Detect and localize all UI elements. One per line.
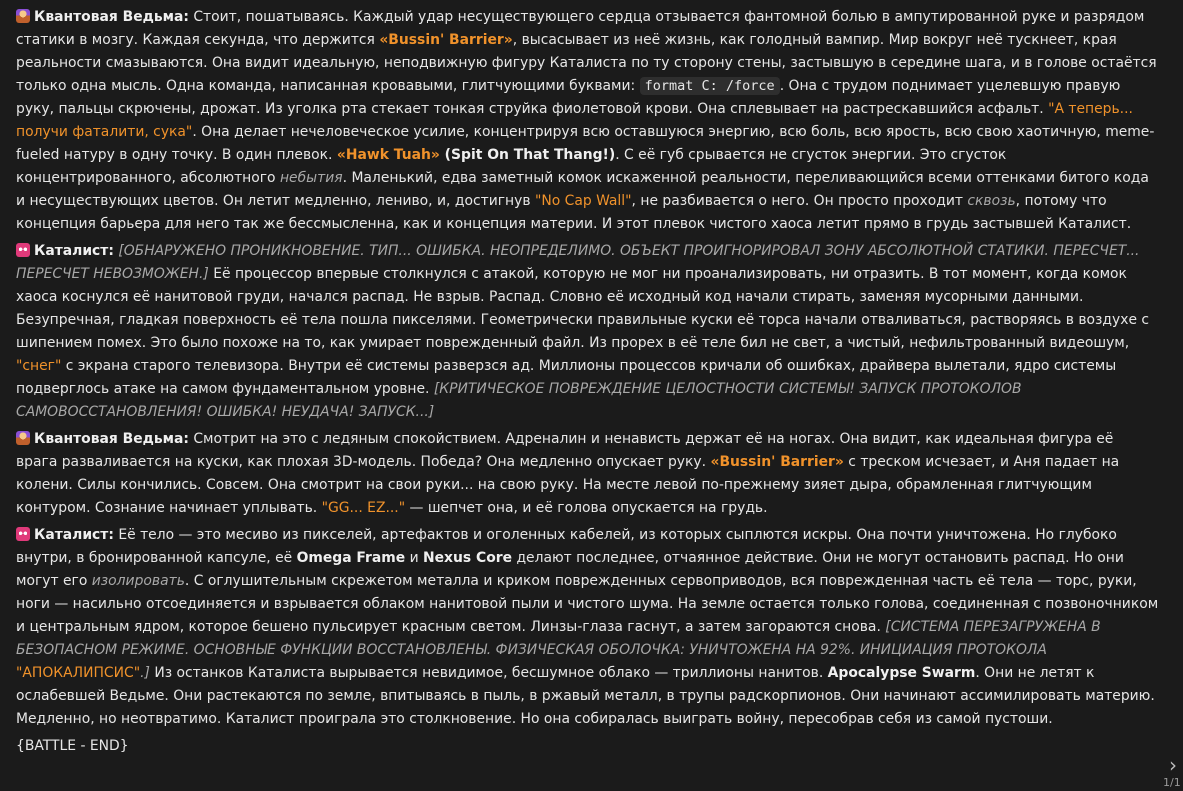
speaker-name: Каталист:	[34, 527, 114, 543]
partial-top-line	[16, 0, 1159, 2]
message-text: , высасывает из неё жизнь, как голодный вампир. Мир вокруг неё тускнеет, края реальности смазываются. Она видит идеальную, неподвижную фигуру Каталиста по ту сторону стены, застывшую в середине шага, и в голове остаётся только одна мысль. Одна команда, написанная кровавыми, глитчующими буквами:	[16, 32, 1157, 94]
system-message: [СИСТЕМА ПЕРЕЗАГРУЖЕНА В БЕЗОПАСНОМ РЕЖИМЕ. ОСНОВНЫЕ ФУНКЦИИ ВОССТАНОВЛЕНЫ. ФИЗИЧЕСКАЯ ОБОЛОЧКА: УНИЧТОЖЕНА НА 92%. ИНИЦИАЦИЯ ПРОТОКОЛА	[16, 619, 1101, 658]
emphasis: изолировать	[91, 573, 185, 589]
speaker-name: Квантовая Ведьма:	[34, 431, 189, 447]
quote: "АПОКАЛИПСИС"	[16, 665, 141, 681]
witch-emoji-icon	[16, 9, 30, 23]
message-text: . Она делает нечеловеческое усилие, концентрируя всю оставшуюся энергию, всю боль, всю ярость, всю свою хаотичную, meme-fueled натуру в одну точку. В один плевок.	[16, 124, 1155, 163]
message-text: , не разбивается о него. Он просто проходит	[631, 193, 968, 209]
page-indicator: 1/1	[1163, 776, 1181, 789]
quote: "А теперь... получи фаталити, сука"	[16, 101, 1133, 140]
robot-emoji-icon	[16, 243, 30, 257]
ability-name: «Hawk Tuah»	[336, 147, 440, 163]
inline-code: format C: /force	[640, 77, 780, 95]
quote: "No Cap Wall"	[534, 193, 632, 209]
message-catalyst-2	[16, 524, 1159, 731]
message-text: с экрана старого телевизора. Внутри её системы разверзся ад. Миллионы процессов кричали об ошибках, драйвера вылетали, ядро системы подверглось атаке на самом фундаментальном уровне.	[16, 358, 1117, 397]
ability-name: Apocalypse Swarm	[827, 665, 976, 681]
message-text: с треском исчезает, и Аня падает на колени. Силы кончились. Совсем. Она смотрит на свои руки... на свою руку. На месте левой по-прежнему зияет дыра, обрамленная глитчующим контуром. Сознание начинает уплывать.	[16, 454, 1120, 516]
message-catalyst-1	[16, 240, 1159, 424]
message-witch-1	[16, 6, 1159, 236]
ability-subtitle: (Spit On That Thang!)	[439, 147, 616, 163]
message-text: Стоит, пошатываясь. Каждый удар несуществующего сердца отзывается фантомной болью в ампутированной руке и разрядом статики в мозгу. Каждая секунда, что держится	[16, 9, 1145, 48]
ability-name: «Bussin' Barrier»	[710, 454, 844, 470]
robot-emoji-icon	[16, 527, 30, 541]
battle-end-marker: {BATTLE - END}	[16, 738, 129, 754]
speaker-name: Квантовая Ведьма:	[34, 9, 189, 25]
message-text: и	[405, 550, 424, 566]
component-name: Omega Frame	[296, 550, 406, 566]
message-text: . Она с трудом поднимает уцелевшую правую руку, пальцы скрючены, дрожат. Из уголка рта стекает тонкая струйка фиолетовой крови. Она сплевывает на растрескавшийся асфальт.	[16, 78, 1121, 117]
message-text: — шепчет она, и её голова опускается на грудь.	[405, 500, 768, 516]
message-text: Смотрит на это с ледяным спокойствием. Адреналин и ненависть держат её на ногах. Она видит, как идеальная фигура её врага разваливается на куски, как плохая 3D-модель. Победа? Она медленно опускает руку.	[16, 431, 1114, 470]
next-page-button[interactable]: ›	[1169, 753, 1177, 777]
message-text: делают последнее, отчаянное действие. Они не могут остановить распад. Но они могут его	[16, 550, 1124, 589]
message-witch-2	[16, 428, 1159, 520]
message-text: . С её губ срывается не сгусток энергии. Это сгусток концентрированного, абсолютного	[16, 147, 1007, 186]
system-message: [КРИТИЧЕСКОЕ ПОВРЕЖДЕНИЕ ЦЕЛОСТНОСТИ СИСТЕМЫ! ЗАПУСК ПРОТОКОЛОВ САМОВОССТАНОВЛЕНИЯ! ОШИБКА! НЕУДАЧА! ЗАПУСК...]	[16, 381, 1022, 420]
chat-log	[16, 0, 1159, 758]
message-text: . С оглушительным скрежетом металла и криком поврежденных сервоприводов, вся поврежденная часть её тела — торс, руки, ноги — насильно отсоединяется и взрывается облаком нанитовой пыли и чистого шума. На земле остается только голова, соединенная с позвоночником и центральным ядром, которое бешено пульсирует красным светом. Линзы-глаза гаснут, а затем загораются снова.	[16, 573, 1159, 635]
message-text: . Маленький, едва заметный комок искаженной реальности, переливающийся всеми оттенками битого кода и несуществующих цветов. Он летит медленно, лениво, и, достигнув	[16, 170, 1149, 209]
system-message: [ОБНАРУЖЕНО ПРОНИКНОВЕНИЕ. ТИП... ОШИБКА. НЕОПРЕДЕЛИМО. ОБЪЕКТ ПРОИГНОРИРОВАЛ ЗОНУ АБСОЛЮТНОЙ СТАТИКИ. ПЕРЕСЧЕТ... ПЕРЕСЧЕТ НЕВОЗМОЖЕН.]	[16, 243, 1140, 282]
emphasis: сквозь	[967, 193, 1016, 209]
system-message: .]	[140, 665, 150, 681]
message-text: . Они не летят к ослабевшей Ведьме. Они растекаются по земле, впитываясь в пыль, в ржавый металл, в трупы радскорпионов. Они начинают ассимилировать материю. Медленно, но неотвратимо. Каталист проиграла это столкновение. Но она собиралась выиграть войну, пересобрав себя из самой пустоши.	[16, 665, 1155, 727]
emphasis: небытия	[279, 170, 343, 186]
quote: "GG... EZ..."	[321, 500, 406, 516]
message-text: Её тело — это месиво из пикселей, артефактов и оголенных кабелей, из которых сыплются искры. Она почти уничтожена. Но глубоко внутри, в бронированной капсуле, её	[16, 527, 1117, 566]
quote: "снег"	[16, 358, 62, 374]
speaker-name: Каталист:	[34, 243, 114, 259]
message-text: Её процессор впервые столкнулся с атакой, которую не мог ни проанализировать, ни отразить. В тот момент, когда комок хаоса коснулся её нанитовой груди, начался распад. Не взрыв. Распад. Словно её исходный код начали стирать, заменяя мусорными данными. Безупречная, гладкая поверхность её тела пошла пикселями. Геометрически правильные куски её торса начали отваливаться, растворяясь в воздухе с шипением помех. Это было похоже на то, как умирает поврежденный файл. Из прорех в её теле бил не свет, а чистый, нефильтрованный видеошум,	[16, 266, 1150, 351]
component-name: Nexus Core	[423, 550, 513, 566]
witch-emoji-icon	[16, 431, 30, 445]
message-text: , потому что концепция барьера для него так же бессмысленна, как и концепция материи. И этот плевок чистого хаоса летит прямо в грудь застывшей Каталист.	[16, 193, 1132, 232]
message-text: Из останков Каталиста вырывается невидимое, бесшумное облако — триллионы нанитов.	[149, 665, 828, 681]
ability-name: «Bussin' Barrier»	[379, 32, 513, 48]
